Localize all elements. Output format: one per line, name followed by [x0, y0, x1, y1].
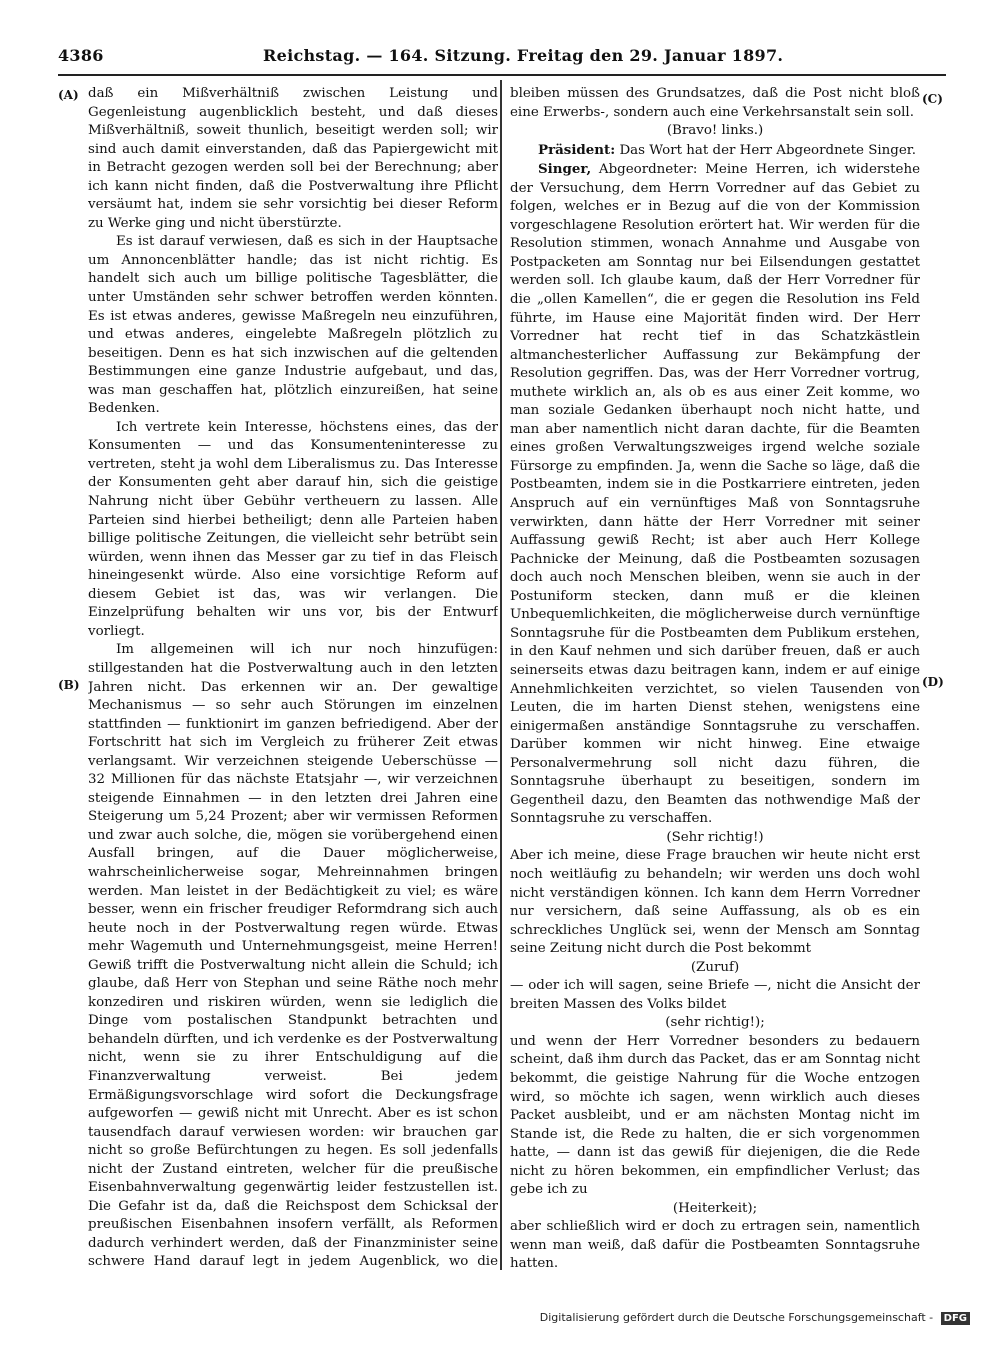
right-column [510, 85, 920, 1270]
paragraph-text: (Sehr richtig!) [666, 829, 764, 845]
paragraph-text: bleiben müssen des Grundsatzes, daß die Post nicht bloß eine Erwerbs-, sondern auch eine Verkehrsanstalt sein soll. [510, 86, 920, 120]
paragraph-text: (Zuruf) [690, 959, 740, 975]
paragraph [510, 847, 920, 958]
column-divider [500, 80, 502, 1270]
interjection [510, 829, 920, 848]
paragraph [510, 160, 920, 829]
paragraph-text: Es ist darauf verwiesen, daß es sich in der Hauptsache um Annoncenblätter handle; das ist nicht richtig. Es handelt sich auch um billige politische Tagesblätter, die unter Umständen sehr schwer betroffen werden könnten. Es ist etwas anderes, gewisse Maßregeln neu einzuführen, und etwas anderes, eingelebte Maßregeln plötzlich zu beseitigen. Denn es hat sich inzwischen auf die geltenden Bestimmungen eine ganze Industrie aufgebaut, und das, was man geschaffen hat, plötzlich einzureißen, hat seine Bedenken. [88, 234, 498, 417]
footer-text: Digitalisierung gefördert durch die Deutsche Forschungsgemeinschaft - [539, 1311, 934, 1324]
paragraph-text: (Bravo! links.) [666, 123, 764, 139]
page-header [58, 46, 946, 68]
paragraph [88, 641, 498, 1270]
margin-mark-c: (C) [922, 92, 943, 106]
paragraph [510, 1033, 920, 1200]
interjection [510, 1200, 920, 1219]
paragraph-text: Das Wort hat der Herr Abgeordnete Singer. [615, 142, 916, 158]
paragraph-text: Im allgemeinen will ich nur noch hinzufügen: stillgestanden hat die Postverwaltung auch in den letzten Jahren nicht. Das erkennen wir an. Der gewaltige Mechanismus — so sehr auch Störungen im einzelnen stattfinden — funktionirt im ganzen befriedigend. Aber der Fortschritt hat sich im Vergleich zu früherer Zeit etwas verlangsamt. Wir verzeichnen steigende Ueberschüsse — 32 Millionen für das nächste Etatsjahr —, wir verzeichnen steigende Einnahmen — in den letzten drei Jahren eine Steigerung um 5,24 Prozent; aber wir vermissen Reformen und zwar auch solche, die, mögen sie vorübergehend einen Ausfall bringen, auf die Dauer möglicherweise, wahrscheinlicherweise sogar, Mehreinnahmen bringen werden. Man leistet in der Bedächtigkeit zu viel; es wäre besser, wenn ein frischer freudiger Reformdrang sich auch heute noch in der Postverwaltung regen würde. Etwas mehr Wagemuth und Unternehmungsgeist, meine Herren! Gewiß trifft die Postverwaltung nicht allein die Schuld; ich glaube, daß Herr von Stephan und seine Räthe noch mehr konzediren und riskiren würden, wenn sie lediglich die Dinge vom postalischen Standpunkt betrachten und behandeln dürften, und ich verdenke es der Postverwaltung nicht, wenn sie zu ihrer Entschuldigung auf die Finanzverwaltung verweist. Bei jedem Ermäßigungsvorschlage wird sofort die Deckungsfrage aufgeworfen — gewiß nicht mit Unrecht. Aber es ist schon tausendfach darauf verwiesen worden: wir brauchen gar nicht so große Befürchtungen zu hegen. Es soll jedenfalls nicht der Zustand eintreten, welcher für die preußische Eisenbahnverwaltung gegenwärtig leider festzustellen ist. Die Gefahr ist da, daß die Reichspost dem Schicksal der preußischen Eisenbahnen insofern verfällt, als Reformen dadurch verhindert werden, daß der Finanzminister seine schwere Hand darauf legt in jedem Augenblick, wo die [88, 642, 498, 1270]
interjection [510, 1014, 920, 1033]
footer-credit [540, 1311, 970, 1325]
paragraph [510, 977, 920, 1014]
paragraph-text: Abgeordneter: Meine Herren, ich widerstehe der Versuchung, dem Herrn Vorredner auf das Gebiet zu folgen, welches er in Bezug auf die von der Kommission vorgeschlagene Resolution erörtert hat. Wir werden für die Resolution stimmen, wonach Annahme und Ausgabe von Postpacketen am Sonntag nur bei Eilsendungen gestattet werden soll. Ich glaube kaum, daß der Herr Vorredner für die „ollen Kamellen“, die er gegen die Resolution ins Feld führte, im Hause eine Majorität finden wird. Der Herr Vorredner hat recht tief in das Schatzkästlein altmanchesterlicher Auffassung zur Bekämpfung der Resolution gegriffen. Das, was der Herr Vorredner vortrug, muthete wirklich an, als ob es aus einer Zeit komme, wo man soziale Gedanken überhaupt noch nicht hatte, und man aber namentlich nicht daran dachte, für die Beamten eines großen Verwaltungszweiges irgend welche soziale Fürsorge zu empfinden. Ja, wenn die Sache so läge, daß die Postbeamten, indem sie in die Postkarriere eintreten, jeden Anspruch auf ein vernünftiges Maß von Sonntagsruhe verwirkten, dann hätte der Herr Vorredner mit seiner Auffassung gewiß Recht; ist aber auch Herr Kollege Pachnicke der Meinung, daß die Postbeamten sozusagen doch auch noch Menschen bleiben, wenn sie auch in der Postuniform stecken, dann muß er die kleinen Unbequemlichkeiten, die möglicherweise durch vernünftige Sonntagsruhe für die Postbeamten dem Publikum erstehen, in den Kauf nehmen und sich darüber freuen, daß er auch seinerseits etwas dazu beitragen kann, indem er auf einige Annehmlichkeiten verzichtet, so vielen Tausenden von Leuten, die im harten Dienst stehen, wenigstens eine einigermaßen anständige Sonntagsruhe zu verschaffen. Darüber kommen wir nicht hinweg. Eine etwaige Personalvermehrung soll nicht dazu führen, die Sonntagsruhe überhaupt zu beseitigen, sondern im Gegentheil dazu, den Beamten das nothwendige Maß der Sonntagsruhe zu verschaffen. [510, 162, 920, 827]
paragraph [510, 1218, 920, 1270]
paragraph-text: (sehr richtig!); [665, 1015, 765, 1031]
interjection [510, 959, 920, 978]
paragraph [510, 141, 920, 161]
paragraph-text: Aber ich meine, diese Frage brauchen wir heute nicht erst noch weitläufig zu behandeln; wir werden uns doch wohl nicht verständigen können. Ich kann dem Herrn Vorredner nur versichern, daß seine Auffassung, als ob es ein schreckliches Unglück sei, wenn der Mensch am Sonntag seine Zeitung nicht durch die Post bekommt [510, 848, 920, 957]
paragraph [88, 419, 498, 642]
page-number: 4386 [58, 46, 104, 65]
margin-mark-d: (D) [922, 675, 944, 689]
paragraph-text: Ich vertrete kein Interesse, höchstens eines, das der Konsumenten — und das Konsumenteninteresse zu vertreten, steht ja wohl dem Liberalismus zu. Das Interesse der Konsumenten geht aber darauf hin, sich die geistige Nahrung nicht über Gebühr vertheuern zu lassen. Alle Parteien sind hierbei betheiligt; denn alle Parteien haben billige politische Zeitungen, die vielleicht sehr betrübt sein würden, wenn ihnen das Messer gar zu tief in das Fleisch hineingesenkt würde. Also eine vorsichtige Reform auf diesem Gebiet ist das, was wir verlangen. Die Einzelprüfung behalten wir uns vor, bis der Entwurf vorliegt. [88, 419, 498, 639]
paragraph-text: daß ein Mißverhältniß zwischen Leistung und Gegenleistung augenblicklich besteht, und daß dieses Mißverhältniß, soweit thunlich, beseitigt werden soll; wir sind auch damit einverstanden, daß das Papiergewicht mit in Betracht gezogen werden soll bei der Berechnung; aber ich kann nicht finden, daß die Postverwaltung ihre Pflicht versäumt hat, indem sie sehr vorsichtig bei dieser Reform zu Werke ging und nicht überstürzte. [88, 86, 498, 231]
header-rule [58, 74, 946, 76]
paragraph-text: — oder ich will sagen, seine Briefe —, nicht die Ansicht der breiten Massen des Volks bildet [510, 978, 920, 1012]
paragraph-text: und wenn der Herr Vorredner besonders zu bedauern scheint, daß ihm durch das Packet, das er am Sonntag nicht bekommt, die geistige Nahrung für die Woche entzogen wird, so möchte ich sagen, wenn wirklich auch dieses Packet ausbleibt, und er am nächsten Montag nicht im Stande ist, die Rede zu halten, die er sich vorgenommen hatte, — dann ist das gewiß für diejenigen, die die Rede nicht zu hören bekommen, ein empfindlicher Verlust; das gebe ich zu [510, 1033, 920, 1198]
speaker-name: Präsident: [538, 141, 616, 158]
running-title: Reichstag. — 164. Sitzung. Freitag den 29. Januar 1897. [263, 46, 784, 65]
margin-mark-a: (A) [58, 88, 79, 102]
paragraph-text: (Heiterkeit); [672, 1200, 758, 1216]
left-column [88, 85, 498, 1270]
paragraph-text: aber schließlich wird er doch zu ertragen sein, namentlich wenn man weiß, daß dafür die Postbeamten Sonntagsruhe hatten. [510, 1219, 920, 1270]
speaker-name: Singer, [538, 161, 592, 178]
paragraph [88, 233, 498, 418]
paragraph [510, 85, 920, 122]
dfg-logo: DFG [941, 1312, 970, 1325]
margin-mark-b: (B) [58, 678, 80, 692]
paragraph [88, 85, 498, 233]
interjection [510, 122, 920, 141]
